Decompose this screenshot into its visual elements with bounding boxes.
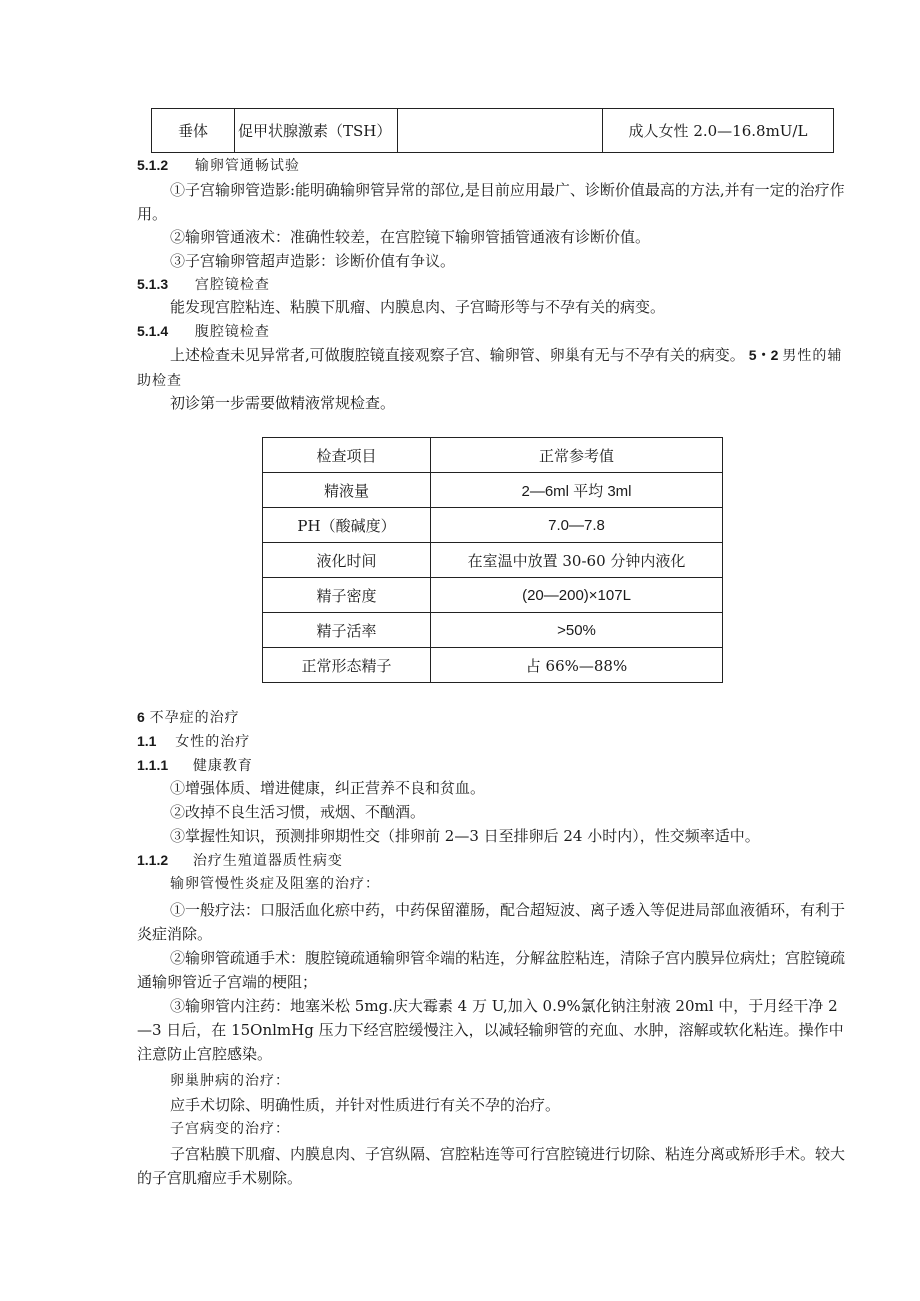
paragraph: 应手术切除、明确性质，并针对性质进行有关不孕的治疗。 [170, 1096, 561, 1114]
heading-1-1 [137, 730, 250, 753]
value-cell: 占 66%—88% [431, 648, 723, 683]
section-number: 5.1.4 [137, 323, 169, 339]
paragraph: ③子宫输卵管超声造影：诊断价值有争议。 [170, 252, 456, 270]
item-cell: 正常形态精子 [263, 648, 431, 683]
paragraph: ②改掉不良生活习惯，戒烟、不酗酒。 [170, 803, 426, 821]
table-row [263, 648, 723, 683]
hormone-cell: 促甲状腺激素（TSH） [235, 109, 398, 153]
item-cell: PH（酸碱度） [263, 508, 431, 543]
table-row [263, 578, 723, 613]
subheading: 卵巢肿病的治疗： [170, 1073, 290, 1089]
heading-5-1-4 [137, 320, 270, 343]
section-number: 1.1.2 [137, 852, 169, 868]
heading-1-1-1 [137, 754, 253, 777]
section-title: 治疗生殖道器质性病变 [192, 853, 343, 869]
table-row [263, 543, 723, 578]
paragraph: ①增强体质、增进健康，纠正营养不良和贫血。 [170, 779, 486, 797]
value-cell: 7.0—7.8 [431, 508, 723, 543]
paragraph: ①一般疗法：口服活血化瘀中药，中药保留灌肠，配合超短波、离子透入等促进局部血液循环，有利于炎症消除。 [137, 901, 846, 943]
column-header: 正常参考值 [431, 438, 723, 473]
table-header-row [263, 438, 723, 473]
paragraph: ①子宫输卵管造影:能明确输卵管异常的部位,是目前应用最广、诊断价值最高的方法,并有一定的治疗作用。 [137, 181, 845, 223]
value-cell: 2—6ml 平均 3ml [431, 473, 723, 508]
paragraph: 初诊第一步需要做精液常规检查。 [170, 394, 396, 412]
table-row [263, 613, 723, 648]
section-number: 1.1.1 [137, 757, 169, 773]
section-title: 女性的治疗 [175, 734, 251, 750]
table-row [263, 508, 723, 543]
semen-reference-table [262, 437, 723, 683]
paragraph: 子宫粘膜下肌瘤、内膜息肉、子宫纵隔、宫腔粘连等可行宫腔镜进行切除、粘连分离或矫形手术。较大的子宫肌瘤应手术剔除。 [137, 1145, 846, 1187]
paragraph: ②输卵管疏通手术：腹腔镜疏通输卵管伞端的粘连，分解盆腔粘连，清除子宫内膜异位病灶；宫腔镜疏通输卵管近子宫端的梗阻； [137, 949, 846, 991]
heading-6 [137, 706, 240, 729]
value-cell: >50% [431, 613, 723, 648]
value-cell: (20—200)×107L [431, 578, 723, 613]
section-title: 宫腔镜检查 [194, 277, 270, 293]
paragraph: ③输卵管内注药：地塞米松 5mg.庆大霉素 4 万 U,加入 0.9%氯化钠注射液 20ml 中，于月经干净 2—3 日后，在 15OnlmHg 压力下经宫腔缓慢注入，以减轻输卵管的充血、水肿，溶解或软化粘连。操作中注意防止宫腔感染。 [137, 997, 844, 1063]
column-header: 检查项目 [263, 438, 431, 473]
reference-cell: 成人女性 2.0—16.8mU/L [603, 109, 834, 153]
paragraph: 能发现宫腔粘连、粘膜下肌瘤、内膜息肉、子宫畸形等与不孕有关的病变。 [170, 298, 666, 316]
heading-5-1-2 [137, 154, 300, 177]
table-row [263, 473, 723, 508]
empty-cell [398, 109, 603, 153]
paragraph: 上述检查未见异常者,可做腹腔镜直接观察子宫、输卵管、卵巢有无与不孕有关的病变。 [170, 346, 745, 364]
organ-cell: 垂体 [152, 109, 235, 153]
section-number: 5.1.3 [137, 276, 169, 292]
section-title: 不孕症的治疗 [149, 710, 240, 726]
section-number: 5.1.2 [137, 157, 169, 173]
paragraph: ③掌握性知识，预测排卵期性交（排卵前 2—3 日至排卵后 24 小时内），性交频率适中。 [170, 827, 760, 845]
section-title: 输卵管通畅试验 [194, 158, 300, 174]
paragraph: ②输卵管通液术：准确性较差，在宫腔镜下输卵管插管通液有诊断价值。 [170, 228, 651, 246]
heading-1-1-2 [137, 849, 343, 872]
value-cell: 在室温中放置 30-60 分钟内液化 [431, 543, 723, 578]
heading-5-1-3 [137, 273, 270, 296]
section-title: 腹腔镜检查 [194, 324, 270, 340]
subheading: 输卵管慢性炎症及阻塞的治疗： [170, 876, 380, 892]
section-number: 6 [137, 709, 145, 725]
item-cell: 精液量 [263, 473, 431, 508]
section-number: 5・2 [748, 347, 779, 363]
hormone-table-fragment [151, 108, 834, 153]
section-number: 1.1 [137, 733, 157, 749]
section-title: 男性的辅助检查 [137, 348, 843, 389]
subheading: 子宫病变的治疗： [170, 1121, 290, 1137]
table-row [152, 109, 834, 153]
item-cell: 液化时间 [263, 543, 431, 578]
paragraph-with-heading-5-2 [137, 343, 849, 393]
item-cell: 精子密度 [263, 578, 431, 613]
item-cell: 精子活率 [263, 613, 431, 648]
section-title: 健康教育 [192, 758, 253, 774]
